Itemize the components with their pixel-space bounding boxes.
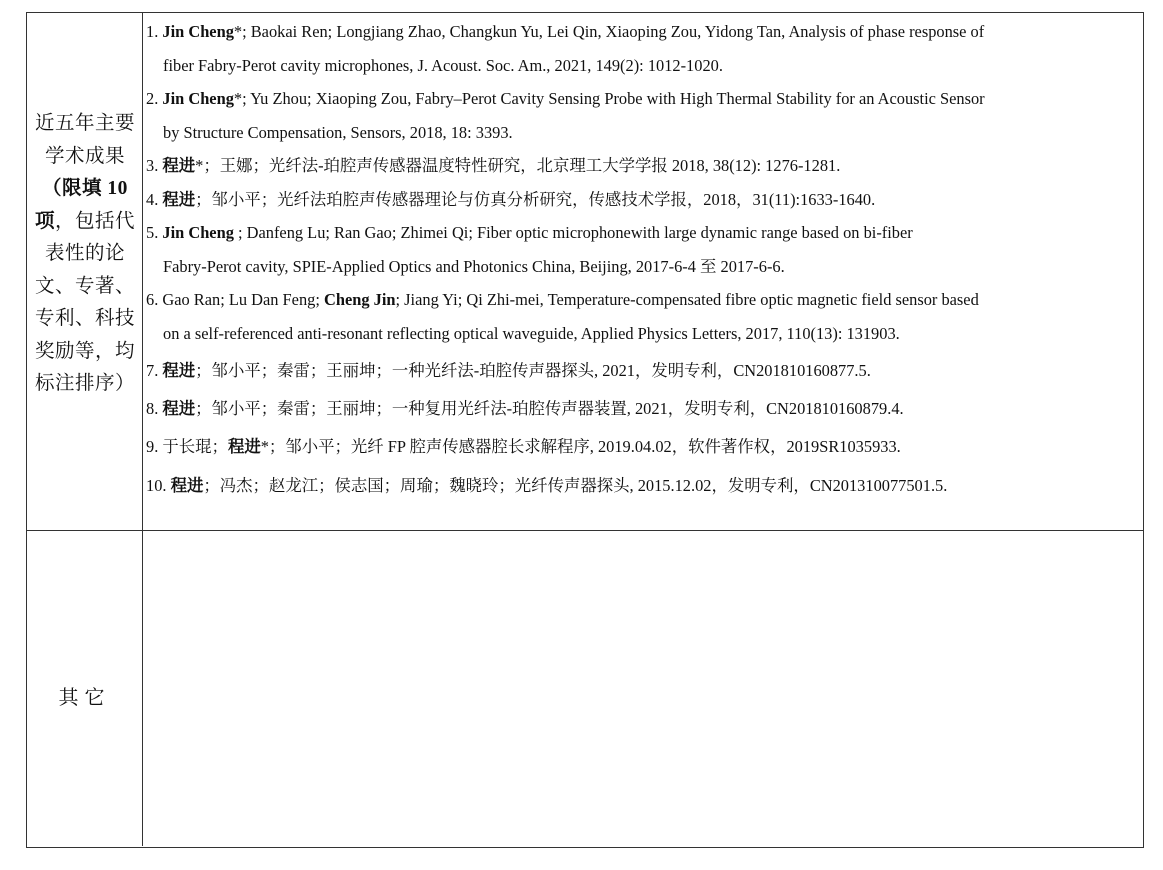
author-highlight: Cheng Jin	[324, 290, 396, 309]
author-highlight: 程进	[227, 437, 261, 456]
reference-item: 1. Jin Cheng*; Baokai Ren; Longjiang Zhao, Changkun Yu, Lei Qin, Xiaoping Zou, Yidong Tan, Analysis of phase response of fiber Fabry-Perot cavity microphones, J. Acoust. Soc. Am., 2021, 149(2): 1012-1020.	[146, 22, 985, 75]
reference-item: 3. 程进*；王娜；光纤法-珀腔声传感器温度特性研究，北京理工大学学报 2018, 38(12): 1276-1281.	[146, 156, 841, 175]
achievements-content-cell	[143, 13, 1143, 530]
author-highlight: 程进	[162, 361, 196, 380]
reference-item: 6. Gao Ran; Lu Dan Feng; Cheng Jin; Jiang Yi; Qi Zhi-mei, Temperature-compensated fibre optic magnetic field sensor based on a self-referenced anti-resonant reflecting optical waveguide, Applied Physics Letters, 2017, 110(13): 131903.	[146, 290, 979, 343]
limit-note: （限填 10 项	[34, 178, 128, 232]
author-highlight: 程进	[162, 189, 196, 209]
author-highlight: 程进	[162, 156, 196, 175]
other-label: 其它	[58, 687, 111, 709]
form-table	[26, 12, 1144, 848]
author-highlight: Jin Cheng	[162, 223, 234, 242]
author-highlight: Jin Cheng	[162, 22, 234, 41]
other-row	[27, 531, 1143, 846]
reference-item: 9. 于长琨；程进*；邹小平；光纤 FP 腔声传感器腔长求解程序, 2019.04.02，软件著作权，2019SR1035933.	[146, 437, 901, 456]
author-highlight: 程进	[162, 398, 196, 418]
author-highlight: Jin Cheng	[162, 89, 234, 108]
author-highlight: 程进	[170, 475, 204, 495]
reference-item: 4. 程进；邹小平；光纤法珀腔声传感器理论与仿真分析研究，传感技术学报，2018，31(11):1633-1640.	[146, 189, 876, 209]
reference-item: 10. 程进；冯杰；赵龙江；侯志国；周瑜；魏晓玲；光纤传声器探头, 2015.12.02，发明专利，CN201310077501.5.	[146, 475, 948, 495]
achievements-row	[27, 13, 1143, 531]
reference-list	[146, 15, 1141, 502]
reference-item: 8. 程进；邹小平；秦雷；王丽坤；一种复用光纤法-珀腔传声器装置, 2021，发明专利，CN201810160879.4.	[146, 398, 904, 418]
achievements-label: 近五年主要 学术成果 （限填 10 项，包括代表性的论文、专著、专利、科技奖励等，均标注排序）	[34, 113, 136, 394]
other-label-cell	[27, 531, 143, 846]
reference-item: 2. Jin Cheng*; Yu Zhou; Xiaoping Zou, Fabry–Perot Cavity Sensing Probe with High Thermal Stability for an Acoustic Sensor by Structure Compensation, Sensors, 2018, 18: 3393.	[146, 89, 985, 142]
reference-item: 7. 程进；邹小平；秦雷；王丽坤；一种光纤法-珀腔传声器探头, 2021，发明专利，CN201810160877.5.	[146, 361, 871, 380]
achievements-label-cell	[27, 13, 143, 530]
reference-item: 5. Jin Cheng ; Danfeng Lu; Ran Gao; Zhimei Qi; Fiber optic microphonewith large dynamic range based on bi-fiber Fabry-Perot cavity, SPIE-Applied Optics and Photonics China, Beijing, 2017-6-4 至 2017-6-6.	[146, 223, 913, 276]
other-content-cell	[143, 531, 1143, 846]
